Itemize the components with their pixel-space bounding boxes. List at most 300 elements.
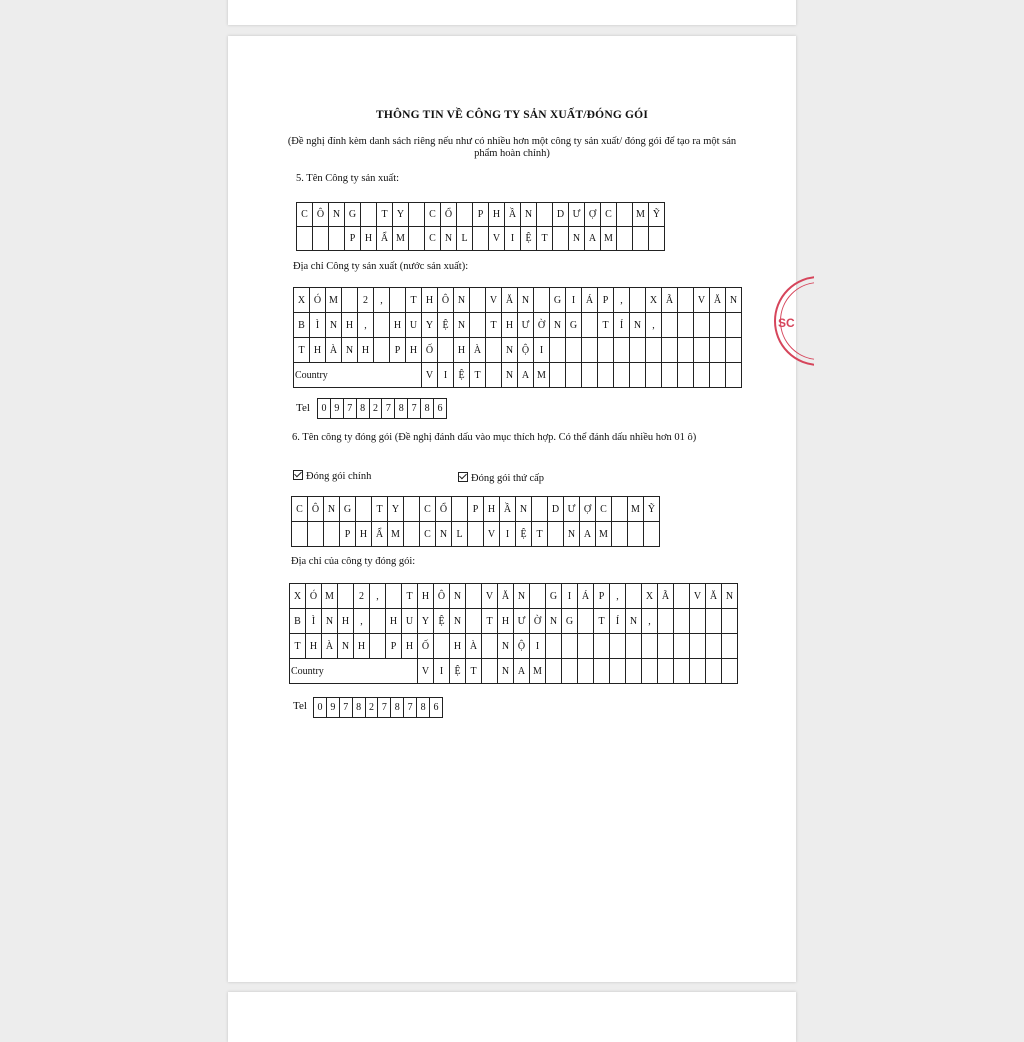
grid-cell: , bbox=[614, 288, 630, 313]
country-cell: T bbox=[470, 363, 486, 388]
grid-cell: N bbox=[322, 609, 338, 634]
grid-cell bbox=[612, 522, 628, 547]
tel-digit: 8 bbox=[352, 698, 365, 718]
grid-cell: , bbox=[374, 288, 390, 313]
grid-cell: , bbox=[370, 584, 386, 609]
checked-box-icon bbox=[293, 470, 303, 480]
country-cell: N bbox=[502, 363, 518, 388]
grid-cell bbox=[297, 227, 313, 251]
grid-cell bbox=[649, 227, 665, 251]
grid-cell: L bbox=[452, 522, 468, 547]
red-stamp bbox=[774, 276, 814, 376]
grid-cell: Y bbox=[388, 497, 404, 522]
grid-cell bbox=[313, 227, 329, 251]
grid-cell bbox=[434, 634, 450, 659]
grid-cell: N bbox=[518, 288, 534, 313]
tel-digit: 6 bbox=[434, 399, 447, 419]
grid-cell bbox=[722, 634, 738, 659]
grid-cell bbox=[706, 634, 722, 659]
grid-cell: T bbox=[594, 609, 610, 634]
grid-cell: P bbox=[345, 227, 361, 251]
country-cell: A bbox=[514, 659, 530, 684]
grid-cell: V bbox=[484, 522, 500, 547]
tel-digit: 9 bbox=[326, 698, 339, 718]
grid-cell: Ă bbox=[502, 288, 518, 313]
grid-cell bbox=[548, 522, 564, 547]
grid-cell: G bbox=[550, 288, 566, 313]
grid-cell bbox=[534, 288, 550, 313]
grid-cell: N bbox=[630, 313, 646, 338]
grid-cell: , bbox=[354, 609, 370, 634]
grid-cell: T bbox=[372, 497, 388, 522]
grid-cell: I bbox=[566, 288, 582, 313]
grid-cell: B bbox=[294, 313, 310, 338]
grid-cell bbox=[404, 522, 420, 547]
checkbox-secondary-label: Đóng gói thứ cấp bbox=[471, 473, 545, 484]
grid-cell bbox=[466, 584, 482, 609]
grid-cell: H bbox=[484, 497, 500, 522]
grid-cell bbox=[628, 522, 644, 547]
grid-cell bbox=[370, 609, 386, 634]
grid-cell: Ó bbox=[310, 288, 326, 313]
grid-cell: H bbox=[356, 522, 372, 547]
grid-cell bbox=[361, 203, 377, 227]
grid-cell: H bbox=[361, 227, 377, 251]
grid-cell bbox=[470, 288, 486, 313]
grid-cell: À bbox=[470, 338, 486, 363]
grid-cell: P bbox=[594, 584, 610, 609]
checkbox-primary-label: Đóng gói chính bbox=[306, 471, 372, 482]
country-cell bbox=[710, 363, 726, 388]
country-label: Country bbox=[290, 659, 418, 684]
grid-cell: Ư bbox=[514, 609, 530, 634]
tel-digit: 7 bbox=[339, 698, 352, 718]
grid-cell: G bbox=[562, 609, 578, 634]
grid-cell: Ư bbox=[569, 203, 585, 227]
grid-cell: Ệ bbox=[438, 313, 454, 338]
grid-cell: Ă bbox=[706, 584, 722, 609]
tel-digit: 7 bbox=[382, 399, 395, 419]
country-cell bbox=[658, 659, 674, 684]
tel-digit: 7 bbox=[343, 399, 356, 419]
manufacturer-address-grid bbox=[293, 287, 742, 388]
grid-cell: T bbox=[486, 313, 502, 338]
tel-digit: 8 bbox=[421, 399, 434, 419]
page-note: (Đề nghị đính kèm danh sách riêng nếu như có nhiều hơn một công ty sản xuất/ đóng gói để tạo ra một sản phẩm hoàn chỉnh) bbox=[287, 136, 737, 159]
country-cell bbox=[482, 659, 498, 684]
grid-cell bbox=[610, 634, 626, 659]
tel-digit: 8 bbox=[417, 698, 430, 718]
grid-cell bbox=[532, 497, 548, 522]
grid-cell bbox=[674, 584, 690, 609]
grid-cell: H bbox=[402, 634, 418, 659]
grid-cell bbox=[726, 338, 742, 363]
grid-cell: N bbox=[342, 338, 358, 363]
country-cell: M bbox=[534, 363, 550, 388]
grid-cell: H bbox=[390, 313, 406, 338]
country-cell: I bbox=[434, 659, 450, 684]
country-cell: A bbox=[518, 363, 534, 388]
grid-cell: M bbox=[596, 522, 612, 547]
grid-cell: T bbox=[290, 634, 306, 659]
country-cell bbox=[630, 363, 646, 388]
grid-cell bbox=[690, 634, 706, 659]
grid-cell: H bbox=[502, 313, 518, 338]
grid-cell bbox=[633, 227, 649, 251]
grid-cell bbox=[706, 609, 722, 634]
grid-cell bbox=[482, 634, 498, 659]
country-cell bbox=[614, 363, 630, 388]
grid-cell: Ệ bbox=[521, 227, 537, 251]
grid-cell: T bbox=[402, 584, 418, 609]
grid-cell bbox=[630, 338, 646, 363]
grid-cell: X bbox=[290, 584, 306, 609]
grid-cell: Ầ bbox=[500, 497, 516, 522]
grid-cell: D bbox=[553, 203, 569, 227]
grid-cell: Ó bbox=[306, 584, 322, 609]
grid-cell bbox=[694, 338, 710, 363]
grid-cell: B bbox=[290, 609, 306, 634]
country-cell bbox=[678, 363, 694, 388]
checkbox-primary-packaging[interactable] bbox=[293, 470, 371, 482]
country-cell bbox=[486, 363, 502, 388]
grid-cell: M bbox=[388, 522, 404, 547]
grid-cell: Ờ bbox=[530, 609, 546, 634]
tel-digit: 8 bbox=[356, 399, 369, 419]
grid-cell: I bbox=[530, 634, 546, 659]
grid-cell: N bbox=[564, 522, 580, 547]
tel-digit: 7 bbox=[378, 698, 391, 718]
grid-cell bbox=[642, 634, 658, 659]
grid-cell bbox=[308, 522, 324, 547]
country-cell bbox=[566, 363, 582, 388]
grid-cell bbox=[470, 313, 486, 338]
grid-cell: V bbox=[489, 227, 505, 251]
grid-cell: N bbox=[514, 584, 530, 609]
packager-tel-label: Tel bbox=[293, 700, 307, 712]
grid-cell: Ư bbox=[518, 313, 534, 338]
grid-cell: C bbox=[425, 203, 441, 227]
grid-cell: T bbox=[532, 522, 548, 547]
tel-digit: 8 bbox=[395, 399, 408, 419]
country-cell bbox=[562, 659, 578, 684]
grid-cell bbox=[438, 338, 454, 363]
country-cell: N bbox=[498, 659, 514, 684]
country-cell: T bbox=[466, 659, 482, 684]
grid-cell: H bbox=[386, 609, 402, 634]
country-cell bbox=[550, 363, 566, 388]
grid-cell: H bbox=[450, 634, 466, 659]
grid-cell: Ì bbox=[310, 313, 326, 338]
country-cell bbox=[690, 659, 706, 684]
grid-cell bbox=[594, 634, 610, 659]
grid-cell bbox=[546, 634, 562, 659]
grid-cell bbox=[566, 338, 582, 363]
grid-cell: U bbox=[402, 609, 418, 634]
grid-cell: , bbox=[642, 609, 658, 634]
grid-cell: Á bbox=[578, 584, 594, 609]
grid-cell: N bbox=[329, 203, 345, 227]
grid-cell: 2 bbox=[354, 584, 370, 609]
grid-cell: V bbox=[486, 288, 502, 313]
grid-cell bbox=[678, 313, 694, 338]
grid-cell: H bbox=[310, 338, 326, 363]
grid-cell bbox=[690, 609, 706, 634]
grid-cell: I bbox=[505, 227, 521, 251]
manufacturer-tel-label: Tel bbox=[296, 402, 310, 414]
grid-cell bbox=[338, 584, 354, 609]
grid-cell: Ă bbox=[710, 288, 726, 313]
grid-cell bbox=[726, 313, 742, 338]
country-cell bbox=[706, 659, 722, 684]
grid-cell: N bbox=[546, 609, 562, 634]
grid-cell: P bbox=[390, 338, 406, 363]
grid-cell: G bbox=[566, 313, 582, 338]
grid-cell: C bbox=[420, 522, 436, 547]
tel-digit: 6 bbox=[430, 698, 443, 718]
grid-cell: I bbox=[500, 522, 516, 547]
country-cell bbox=[546, 659, 562, 684]
grid-cell: G bbox=[340, 497, 356, 522]
grid-cell: Ệ bbox=[516, 522, 532, 547]
grid-cell: , bbox=[610, 584, 626, 609]
country-cell bbox=[662, 363, 678, 388]
grid-cell: N bbox=[450, 609, 466, 634]
grid-cell: Ỹ bbox=[644, 497, 660, 522]
grid-cell bbox=[617, 227, 633, 251]
tel-digit: 7 bbox=[404, 698, 417, 718]
country-cell: V bbox=[422, 363, 438, 388]
grid-cell: H bbox=[406, 338, 422, 363]
grid-cell: Ô bbox=[313, 203, 329, 227]
grid-cell: I bbox=[534, 338, 550, 363]
packager-address-grid bbox=[289, 583, 738, 684]
grid-cell: N bbox=[450, 584, 466, 609]
grid-cell: P bbox=[468, 497, 484, 522]
country-cell: I bbox=[438, 363, 454, 388]
country-cell bbox=[646, 363, 662, 388]
next-page bbox=[228, 992, 796, 1042]
grid-cell: H bbox=[342, 313, 358, 338]
grid-cell bbox=[404, 497, 420, 522]
country-cell bbox=[626, 659, 642, 684]
country-cell bbox=[594, 659, 610, 684]
grid-cell: H bbox=[418, 584, 434, 609]
grid-cell bbox=[486, 338, 502, 363]
grid-cell: C bbox=[297, 203, 313, 227]
grid-cell: Ệ bbox=[434, 609, 450, 634]
grid-cell: Ợ bbox=[585, 203, 601, 227]
grid-cell: C bbox=[292, 497, 308, 522]
grid-cell: U bbox=[406, 313, 422, 338]
tel-digit: 2 bbox=[365, 698, 378, 718]
grid-cell: X bbox=[642, 584, 658, 609]
grid-cell: Ẩ bbox=[377, 227, 393, 251]
grid-row bbox=[290, 584, 738, 609]
grid-cell: L bbox=[457, 227, 473, 251]
grid-cell bbox=[370, 634, 386, 659]
tel-digit: 7 bbox=[408, 399, 421, 419]
grid-row bbox=[292, 497, 660, 522]
grid-cell bbox=[409, 227, 425, 251]
grid-cell: Ã bbox=[658, 584, 674, 609]
country-cell bbox=[674, 659, 690, 684]
grid-cell: T bbox=[482, 609, 498, 634]
grid-row bbox=[294, 313, 742, 338]
grid-row bbox=[294, 338, 742, 363]
tel-digit: 2 bbox=[369, 399, 382, 419]
manufacturer-address-label: Địa chỉ Công ty sản xuất (nước sản xuất): bbox=[293, 261, 469, 272]
grid-cell: N bbox=[441, 227, 457, 251]
grid-cell: , bbox=[646, 313, 662, 338]
grid-cell bbox=[582, 338, 598, 363]
grid-cell: Ố bbox=[422, 338, 438, 363]
grid-cell: Ờ bbox=[534, 313, 550, 338]
page-title: THÔNG TIN VỀ CÔNG TY SẢN XUẤT/ĐÓNG GÓI bbox=[375, 109, 649, 121]
country-cell bbox=[610, 659, 626, 684]
grid-cell: P bbox=[386, 634, 402, 659]
grid-cell bbox=[578, 609, 594, 634]
stamp-text: SC bbox=[778, 316, 795, 330]
grid-cell bbox=[292, 522, 308, 547]
document-page bbox=[228, 36, 796, 982]
grid-cell: T bbox=[406, 288, 422, 313]
grid-cell: Ư bbox=[564, 497, 580, 522]
grid-cell: Á bbox=[582, 288, 598, 313]
grid-cell bbox=[582, 313, 598, 338]
country-cell bbox=[726, 363, 742, 388]
grid-cell: M bbox=[322, 584, 338, 609]
packager-address-label: Địa chỉ của công ty đóng gói: bbox=[291, 556, 416, 567]
grid-cell: 2 bbox=[358, 288, 374, 313]
grid-cell: C bbox=[596, 497, 612, 522]
grid-cell: G bbox=[345, 203, 361, 227]
grid-cell: M bbox=[633, 203, 649, 227]
grid-cell: Ỹ bbox=[649, 203, 665, 227]
grid-cell bbox=[356, 497, 372, 522]
grid-cell: N bbox=[726, 288, 742, 313]
grid-cell: Ợ bbox=[580, 497, 596, 522]
grid-cell bbox=[553, 227, 569, 251]
country-cell: Ệ bbox=[450, 659, 466, 684]
grid-cell: V bbox=[690, 584, 706, 609]
grid-cell: Y bbox=[418, 609, 434, 634]
grid-cell: H bbox=[454, 338, 470, 363]
grid-cell bbox=[646, 338, 662, 363]
grid-cell: N bbox=[338, 634, 354, 659]
grid-cell bbox=[662, 313, 678, 338]
grid-cell: N bbox=[516, 497, 532, 522]
grid-cell: N bbox=[550, 313, 566, 338]
grid-cell: N bbox=[324, 497, 340, 522]
grid-cell: H bbox=[338, 609, 354, 634]
grid-row bbox=[290, 634, 738, 659]
grid-row bbox=[297, 227, 665, 251]
grid-cell bbox=[386, 584, 402, 609]
grid-cell: V bbox=[482, 584, 498, 609]
country-cell bbox=[642, 659, 658, 684]
grid-cell bbox=[374, 338, 390, 363]
grid-cell bbox=[598, 338, 614, 363]
grid-cell bbox=[473, 227, 489, 251]
grid-cell: Ầ bbox=[505, 203, 521, 227]
grid-cell: T bbox=[294, 338, 310, 363]
grid-cell bbox=[324, 522, 340, 547]
grid-cell: , bbox=[358, 313, 374, 338]
country-cell bbox=[578, 659, 594, 684]
grid-cell: M bbox=[628, 497, 644, 522]
grid-cell bbox=[562, 634, 578, 659]
manufacturer-name-label: 5. Tên Công ty sản xuất: bbox=[296, 173, 400, 184]
grid-cell: P bbox=[340, 522, 356, 547]
country-cell: Ệ bbox=[454, 363, 470, 388]
grid-cell bbox=[658, 634, 674, 659]
manufacturer-tel-grid bbox=[317, 398, 447, 419]
grid-cell: N bbox=[569, 227, 585, 251]
grid-cell bbox=[722, 609, 738, 634]
previous-page bbox=[228, 0, 796, 25]
grid-cell: N bbox=[521, 203, 537, 227]
country-cell bbox=[694, 363, 710, 388]
packager-section-label: 6. Tên công ty đóng gói (Đề nghị đánh dấu vào mục thích hợp. Có thể đánh dấu nhiều hơn 01 ô) bbox=[292, 432, 697, 443]
country-cell: M bbox=[530, 659, 546, 684]
grid-cell: G bbox=[546, 584, 562, 609]
grid-cell: P bbox=[473, 203, 489, 227]
grid-cell: Ô bbox=[308, 497, 324, 522]
country-label: Country bbox=[294, 363, 422, 388]
grid-cell bbox=[374, 313, 390, 338]
grid-cell bbox=[390, 288, 406, 313]
grid-cell: À bbox=[322, 634, 338, 659]
grid-cell bbox=[694, 313, 710, 338]
grid-cell bbox=[644, 522, 660, 547]
tel-digit: 9 bbox=[330, 399, 343, 419]
grid-cell: Í bbox=[610, 609, 626, 634]
packager-name-grid bbox=[291, 496, 660, 547]
grid-cell: X bbox=[294, 288, 310, 313]
grid-cell bbox=[452, 497, 468, 522]
grid-cell: M bbox=[601, 227, 617, 251]
grid-cell bbox=[342, 288, 358, 313]
grid-cell: Ã bbox=[662, 288, 678, 313]
grid-row bbox=[290, 609, 738, 634]
grid-cell: N bbox=[326, 313, 342, 338]
checked-box-icon bbox=[458, 472, 468, 482]
grid-cell: Ố bbox=[418, 634, 434, 659]
grid-cell: N bbox=[436, 522, 452, 547]
grid-cell bbox=[662, 338, 678, 363]
grid-cell bbox=[329, 227, 345, 251]
grid-cell bbox=[710, 338, 726, 363]
grid-cell: T bbox=[537, 227, 553, 251]
grid-cell bbox=[678, 288, 694, 313]
grid-cell: A bbox=[585, 227, 601, 251]
grid-cell: N bbox=[454, 288, 470, 313]
grid-cell: I bbox=[562, 584, 578, 609]
country-row bbox=[290, 659, 738, 684]
grid-cell: Ô bbox=[438, 288, 454, 313]
grid-cell bbox=[617, 203, 633, 227]
grid-cell: H bbox=[498, 609, 514, 634]
country-cell bbox=[722, 659, 738, 684]
grid-cell: H bbox=[422, 288, 438, 313]
grid-cell bbox=[710, 313, 726, 338]
checkbox-secondary-packaging[interactable] bbox=[458, 472, 544, 484]
grid-cell bbox=[626, 584, 642, 609]
grid-cell: Ă bbox=[498, 584, 514, 609]
grid-cell bbox=[530, 584, 546, 609]
grid-cell: T bbox=[598, 313, 614, 338]
